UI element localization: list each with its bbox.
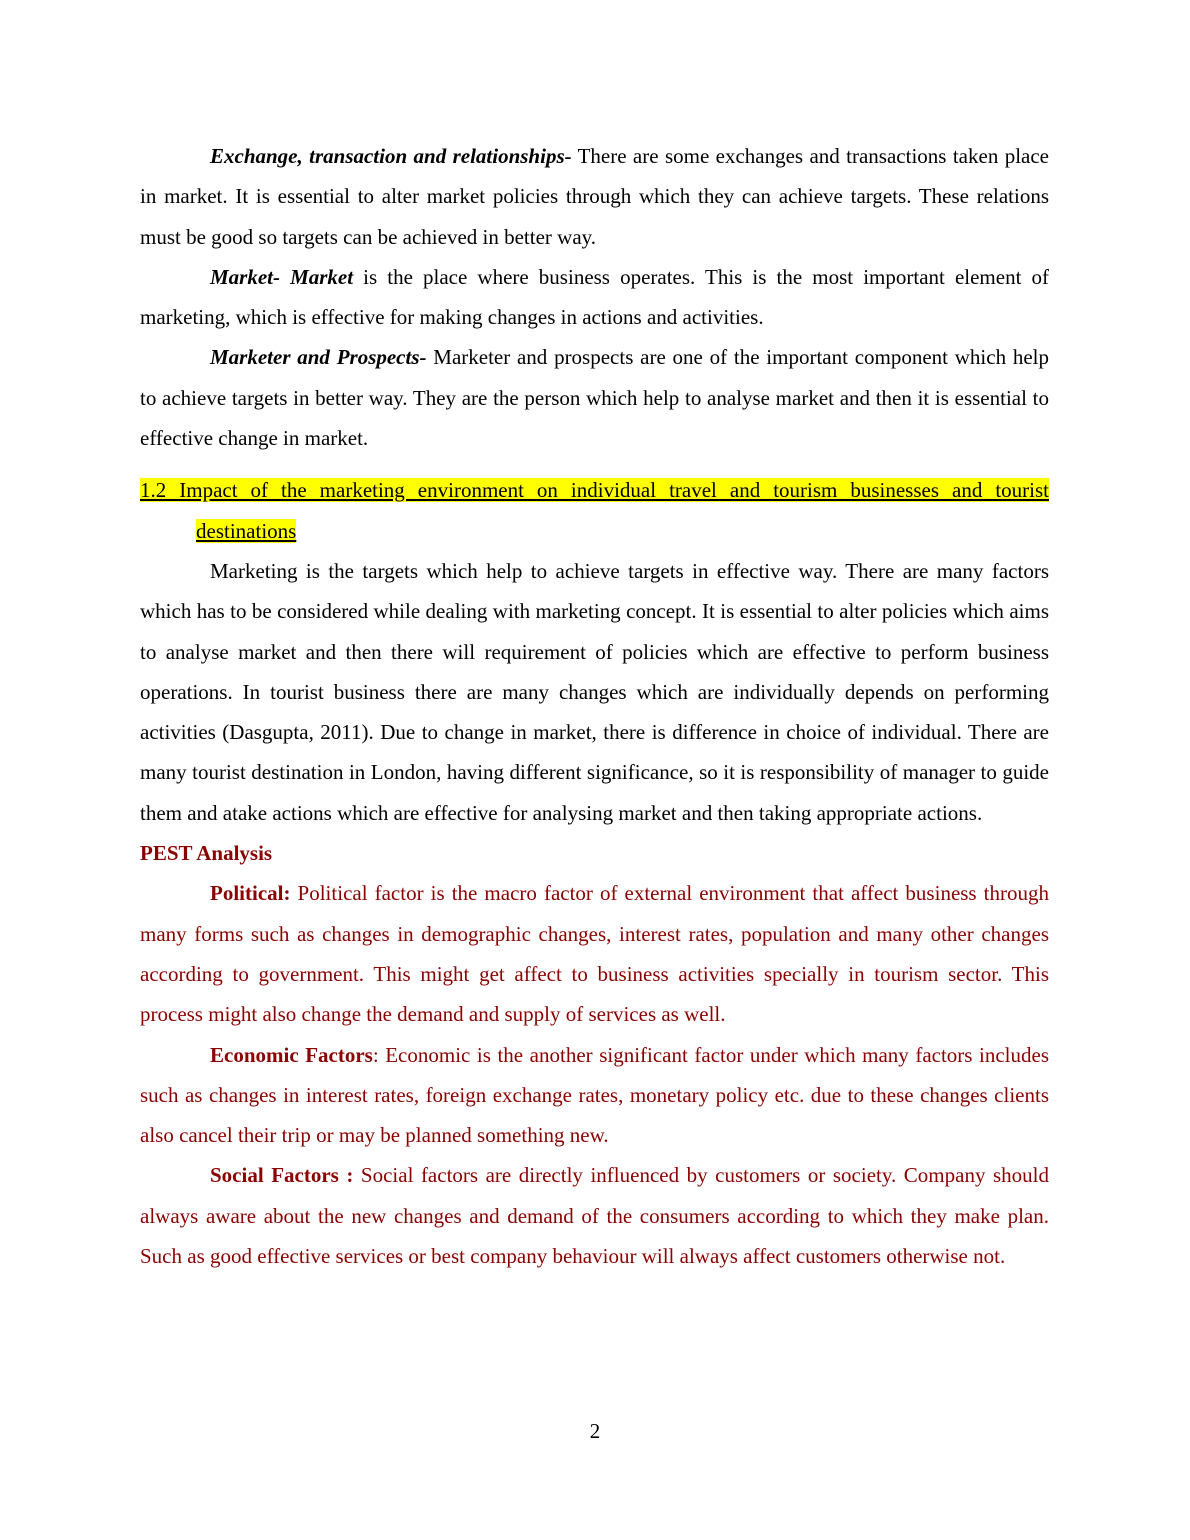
social-term: Social Factors :	[210, 1163, 354, 1188]
political-paragraph	[140, 873, 1049, 1034]
marketer-body: Marketer and prospects are one of the important component which help to achieve targets in better way. They are the person which help to analyse market and then it is essential to effective change in market.	[140, 345, 1049, 451]
section-body: Marketing is the targets which help to achieve targets in effective way. There are many factors which has to be considered while dealing with marketing concept. It is essential to alter policies which aims to analyse market and then there will requirement of policies which are effective to perform business operations. In tourist business there are many changes which are individually depends on performing activities (Dasgupta, 2011). Due to change in market, there is difference in choice of individual. There are many tourist destination in London, having different significance, so it is responsibility of manager to guide them and atake actions which are effective for analysing market and then taking appropriate actions.	[140, 558, 1049, 825]
page-number: 2	[589, 1419, 601, 1443]
social-paragraph	[140, 1155, 1049, 1276]
economic-paragraph	[140, 1035, 1049, 1156]
social-body: Social factors are directly influenced by customers or society. Company should always aware about the new changes and demand of the consumers according to which they make plan. Such as good effective services or best company behaviour will always affect customers otherwise not.	[140, 1163, 1049, 1269]
section-heading	[140, 470, 1049, 551]
exchange-body: There are some exchanges and transactions taken place in market. It is essential to alter market policies through which they can achieve targets. These relations must be good so targets can be achieved in better way.	[140, 144, 1049, 249]
marketer-paragraph	[140, 337, 1049, 458]
market-term: Market- Market	[210, 264, 354, 289]
economic-body: : Economic is the another significant factor under which many factors includes such as changes in interest rates, foreign exchange rates, monetary policy etc. due to these changes clients also cancel their trip or may be planned something new.	[140, 1042, 1049, 1148]
exchange-paragraph	[140, 136, 1049, 257]
market-paragraph	[140, 257, 1049, 338]
document-page	[140, 136, 1049, 1276]
section-heading-text: 1.2 Impact of the marketing environment on individual travel and tourism businesses and tourist destinations	[140, 478, 1049, 543]
marketer-term: Marketer and Prospects-	[210, 345, 427, 370]
pest-title: PEST Analysis	[140, 841, 273, 866]
market-body: is the place where business operates. This is the most important element of marketing, which is effective for making changes in actions and activities.	[140, 264, 1049, 330]
exchange-term: Exchange, transaction and relationships-	[210, 144, 572, 168]
economic-term: Economic Factors	[210, 1042, 373, 1067]
political-body: Political factor is the macro factor of external environment that affect business through many forms such as changes in demographic changes, interest rates, population and many other changes according to government. This might get affect to business activities specially in tourism sector. This process might also change the demand and supply of services as well.	[140, 881, 1049, 1027]
political-term: Political:	[210, 881, 291, 906]
